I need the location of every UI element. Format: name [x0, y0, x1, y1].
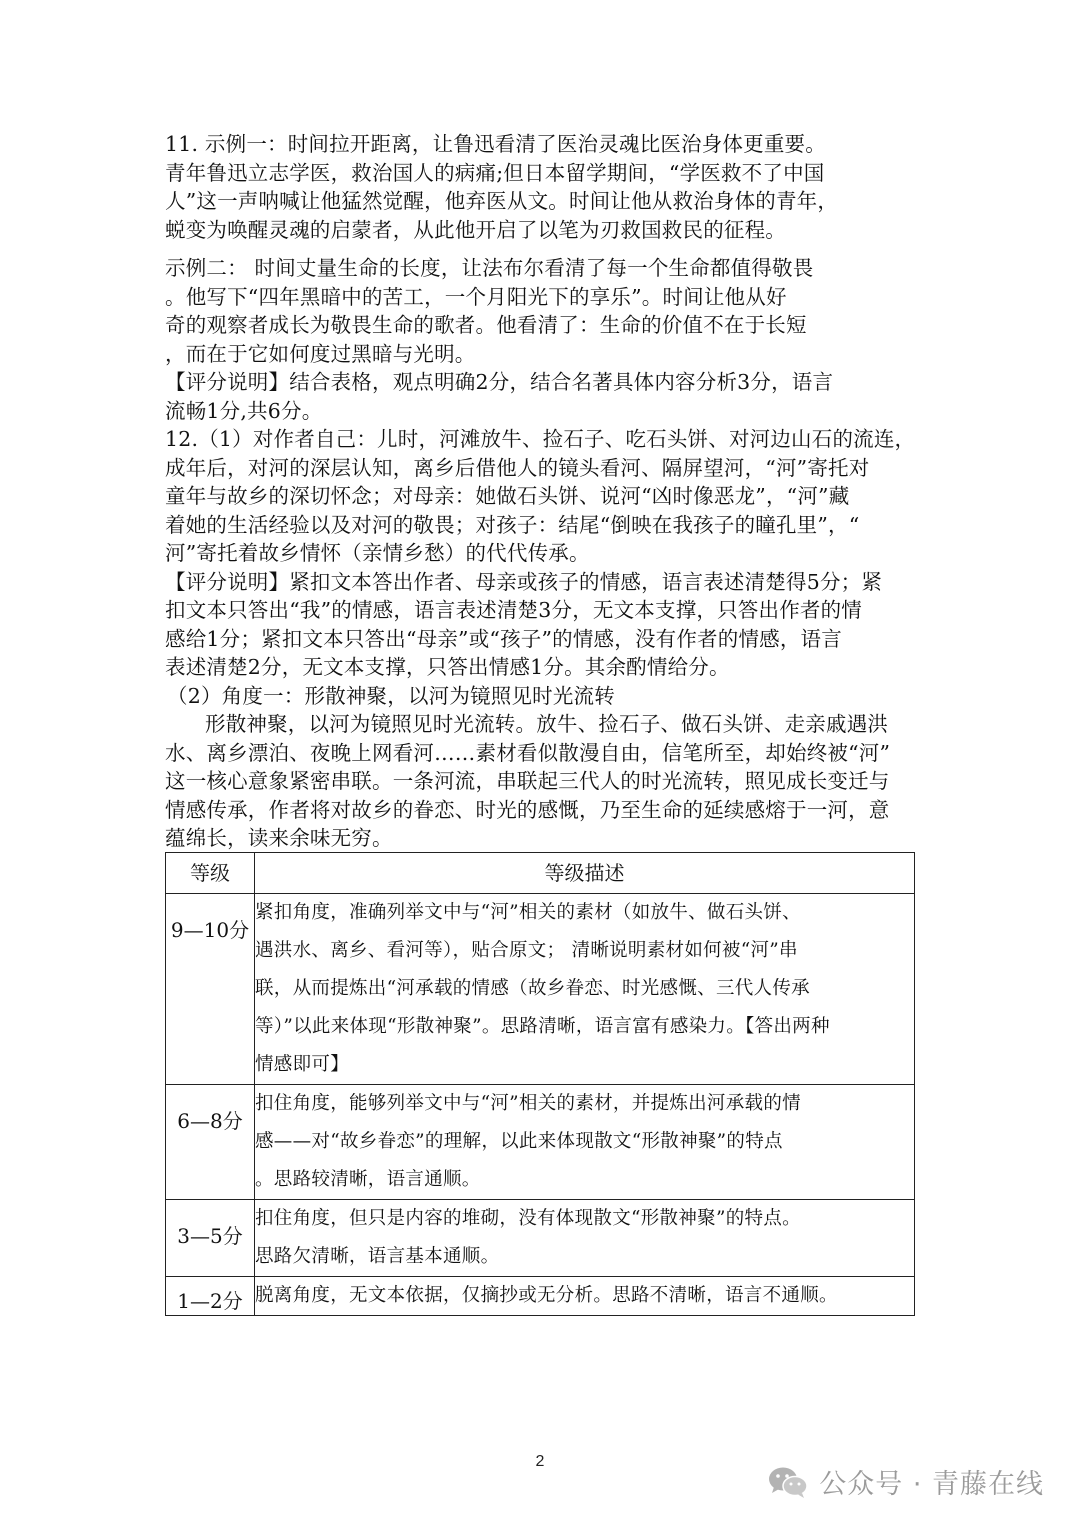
- text-line: 【评分说明】紧扣文本答出作者、母亲或孩子的情感，语言表述清楚得5分；紧: [165, 569, 883, 594]
- answer-12-part-2-body: [165, 710, 915, 853]
- watermark: [767, 1462, 1044, 1501]
- header-level: 等级: [166, 853, 255, 894]
- text-line: 成年后，对河的深层认知，离乡后借他人的镜头看河、隔屏望河，“河”寄托对: [165, 455, 870, 480]
- description-line: 等）”以此来体现“形散神聚”。思路清晰，语言富有感染力。【答出两种: [255, 1016, 830, 1037]
- text-line: 蕴绵长，读来余味无穷。: [165, 826, 393, 850]
- description-line: 扣住角度，但只是内容的堆砌，没有体现散文“形散神聚”的特点。: [255, 1208, 801, 1229]
- description-cell: [255, 894, 915, 1085]
- text-line: 奇的观察者成长为敬畏生命的歌者。他看清了：生命的价值不在于长短: [165, 313, 807, 337]
- level-cell: [166, 1200, 255, 1277]
- answer-11-example-2: [165, 254, 915, 368]
- description-cell: [255, 1085, 915, 1200]
- description-line: 遇洪水、离乡、看河等），贴合原文； 清晰说明素材如何被“河”串: [255, 940, 798, 961]
- text-line: 流畅1分,共6分。: [165, 398, 323, 423]
- grading-table: [165, 852, 915, 1316]
- table-row: [166, 1200, 915, 1277]
- level-cell: [166, 894, 255, 1085]
- text-line: 11. 示例一：时间拉开距离，让鲁迅看清了医治灵魂比医治身体更重要。: [165, 132, 826, 156]
- level-label: 6—8分: [177, 1109, 243, 1133]
- level-label: 3—5分: [177, 1224, 243, 1248]
- level-cell: [166, 1277, 255, 1316]
- answer-12-part-2-title: （2）角度一：形散神聚，以河为镜照见时光流转: [167, 683, 615, 708]
- watermark-text: 公众号 · 青藤在线: [819, 1469, 1044, 1500]
- text-line: 示例二： 时间丈量生命的长度，让法布尔看清了每一个生命都值得敬畏: [165, 256, 814, 280]
- page-number: 2: [535, 1453, 545, 1470]
- table-row: [166, 894, 915, 1085]
- text-line: 感给1分；紧扣文本只答出“母亲”或“孩子”的情感，没有作者的情感，语言: [165, 626, 842, 651]
- description-cell: [255, 1200, 915, 1277]
- description-line: 。思路较清晰，语言通顺。: [255, 1169, 481, 1190]
- answer-12-part-1: [165, 425, 915, 568]
- description-line: 感——对“故乡眷恋”的理解，以此来体现散文“形散神聚”的特点: [255, 1131, 783, 1152]
- text-line: 人”这一声呐喊让他猛然觉醒，他弃医从文。时间让他从救治身体的青年，: [165, 189, 839, 213]
- answer-12-scoring: [165, 568, 915, 682]
- text-line: 着她的生活经验以及对河的敬畏；对孩子：结尾“倒映在我孩子的瞳孔里”，“: [165, 512, 860, 537]
- description-line: 紧扣角度，准确列举文中与“河”相关的素材（如放牛、做石头饼、: [255, 902, 801, 923]
- table-row: [166, 1277, 915, 1316]
- text-line: 河”寄托着故乡情怀（亲情乡愁）的代代传承。: [165, 541, 590, 565]
- text-line: 蜕变为唤醒灵魂的启蒙者，从此他开启了以笔为刃救国救民的征程。: [165, 217, 786, 242]
- text-line: 形散神聚，以河为镜照见时光流转。放牛、捡石子、做石头饼、走亲戚遇洪: [205, 712, 889, 736]
- text-line: 青年鲁迅立志学医，救治国人的病痛;但日本留学期间，“学医救不了中国: [165, 160, 825, 185]
- text-line: 【评分说明】结合表格，观点明确2分，结合名著具体内容分析3分，语言: [165, 370, 834, 394]
- text-line: 12.（1）对作者自己：儿时，河滩放牛、捡石子、吃石头饼、对河边山石的流连，: [165, 427, 916, 451]
- level-cell: [166, 1085, 255, 1200]
- text-line: 扣文本只答出“我”的情感，语言表述清楚3分，无文本支撑，只答出作者的情: [165, 598, 863, 622]
- level-label: 9—10分: [170, 918, 250, 942]
- text-line: 情感传承，作者将对故乡的眷恋、时光的感慨，乃至生命的延续感熔于一河，意: [165, 797, 890, 822]
- text-line: 。他写下“四年黑暗中的苦工，一个月阳光下的享乐”。时间让他从好: [165, 284, 787, 309]
- description-cell: [255, 1277, 915, 1316]
- description-line: 情感即可】: [255, 1054, 350, 1075]
- table-row: [166, 1085, 915, 1200]
- description-line: 思路欠清晰，语言基本通顺。: [255, 1246, 500, 1267]
- text-line: 童年与故乡的深切怀念；对母亲：她做石头饼、说河“凶时像恶龙”，“河”藏: [165, 484, 850, 508]
- description-line: 联，从而提炼出“河承载的情感（故乡眷恋、时光感慨、三代人传承: [255, 978, 810, 999]
- text-line: 表述清楚2分，无文本支撑，只答出情感1分。其余酌情给分。: [165, 655, 730, 679]
- level-label: 1—2分: [177, 1289, 243, 1313]
- answer-11-example-1: [165, 130, 915, 244]
- text-line: 水、离乡漂泊、夜晚上网看河……素材看似散漫自由，信笔所至，却始终被“河”: [165, 740, 891, 765]
- wechat-icon: [767, 1465, 809, 1499]
- description-line: 脱离角度，无文本依据，仅摘抄或无分析。思路不清晰，语言不通顺。: [255, 1285, 838, 1306]
- header-description: 等级描述: [255, 853, 915, 894]
- description-line: 扣住角度，能够列举文中与“河”相关的素材，并提炼出河承载的情: [255, 1093, 801, 1114]
- table-header-row: [166, 853, 915, 894]
- text-line: 这一核心意象紧密串联。一条河流，串联起三代人的时光流转，照见成长变迁与: [165, 769, 890, 793]
- text-line: ，而在于它如何度过黑暗与光明。: [165, 341, 476, 366]
- answer-11-scoring: [165, 368, 915, 425]
- answer-content: [165, 130, 915, 853]
